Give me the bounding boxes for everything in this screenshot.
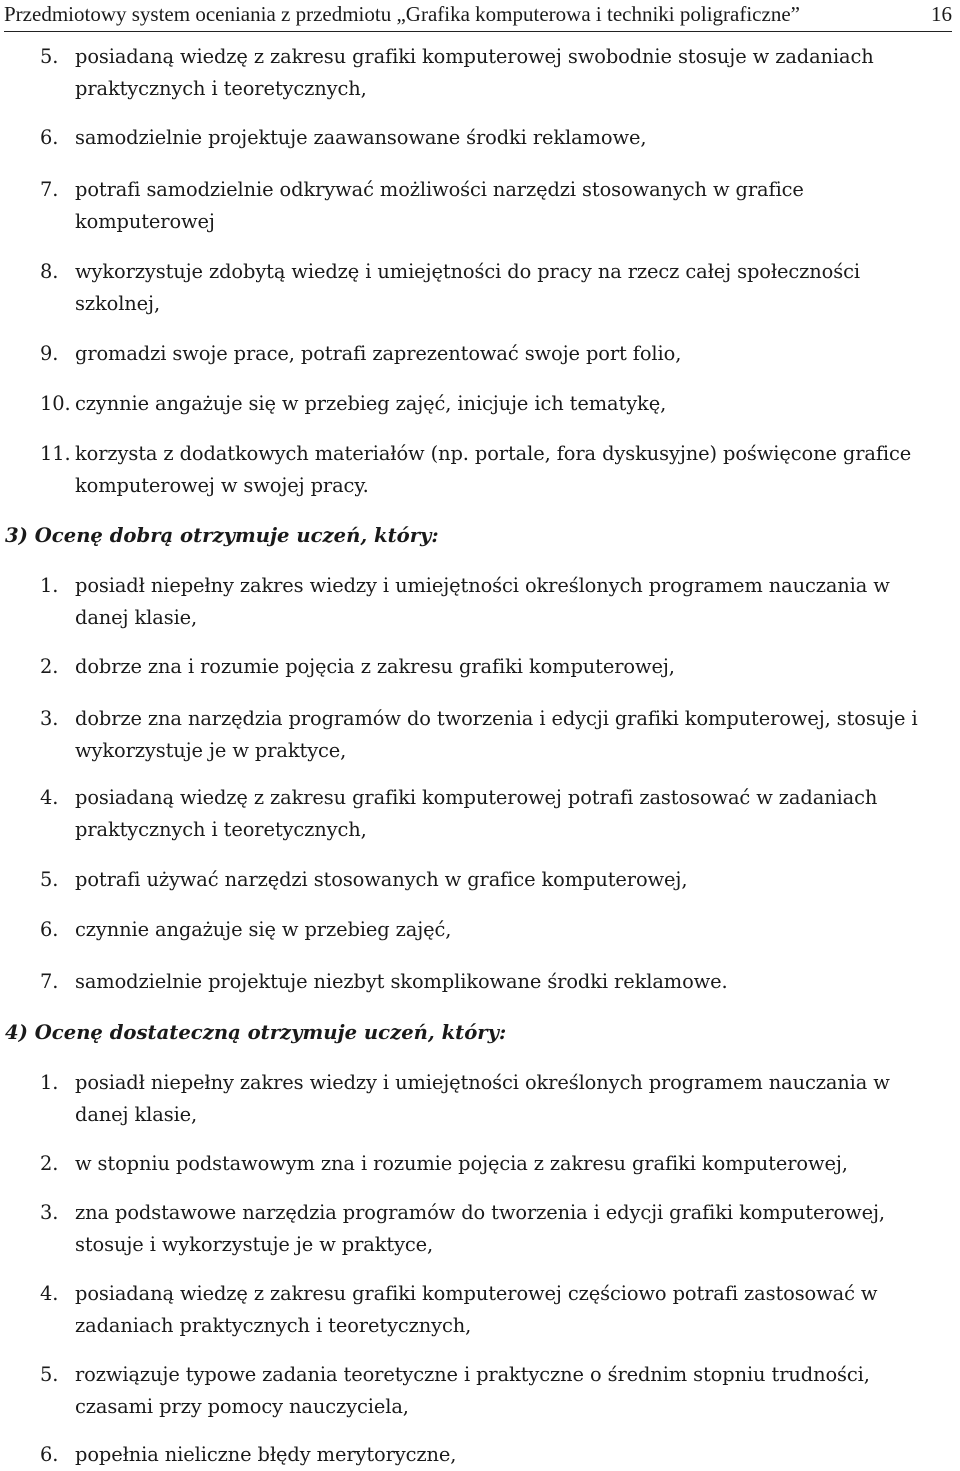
list-item — [40, 782, 945, 846]
item-number: 9. — [40, 342, 59, 365]
list-item — [40, 1359, 945, 1423]
page-number: 16 — [931, 2, 952, 26]
item-text: samodzielnie projektuje zaawansowane środki reklamowe, — [75, 126, 647, 149]
list-item — [40, 651, 945, 683]
item-number: 5. — [40, 868, 59, 891]
item-number: 1. — [40, 574, 59, 597]
item-number: 2. — [40, 1152, 59, 1175]
list-item — [40, 570, 945, 634]
item-text: czynnie angażuje się w przebieg zajęć, — [75, 918, 452, 941]
item-number: 5. — [40, 45, 59, 68]
document-title: Przedmiotowy system oceniania z przedmiotu „Grafika komputerowa i techniki poligraficzne” — [4, 2, 800, 26]
item-number: 6. — [40, 918, 59, 941]
list-item — [40, 338, 945, 370]
list-item — [40, 966, 945, 998]
item-text: potrafi samodzielnie odkrywać możliwości narzędzi stosowanych w grafice komputerowej — [75, 178, 804, 233]
item-text: korzysta z dodatkowych materiałów (np. portale, fora dyskusyjne) poświęcone grafice komputerowej w swojej pracy. — [75, 442, 912, 497]
item-number: 7. — [40, 178, 59, 201]
list-item — [40, 174, 945, 238]
section-heading-good: 3) Ocenę dobrą otrzymuje uczeń, który: — [5, 524, 439, 547]
list-item — [40, 1439, 945, 1471]
page-header — [4, 0, 952, 32]
item-number: 3. — [40, 1201, 59, 1224]
item-number: 7. — [40, 970, 59, 993]
list-item — [40, 914, 945, 946]
item-text: czynnie angażuje się w przebieg zajęć, inicjuje ich tematykę, — [75, 392, 667, 415]
item-text: posiadaną wiedzę z zakresu grafiki komputerowej potrafi zastosować w zadaniach praktycznych i teoretycznych, — [75, 786, 878, 841]
item-text: dobrze zna narzędzia programów do tworzenia i edycji grafiki komputerowej, stosuje i wykorzystuje je w praktyce, — [75, 707, 918, 762]
item-number: 5. — [40, 1363, 59, 1386]
item-text: posiadł niepełny zakres wiedzy i umiejętności określonych programem nauczania w danej klasie, — [75, 1071, 890, 1126]
item-text: wykorzystuje zdobytą wiedzę i umiejętności do pracy na rzecz całej społeczności szkolnej, — [75, 260, 860, 315]
list-item — [40, 438, 945, 502]
item-text: posiadaną wiedzę z zakresu grafiki komputerowej częściowo potrafi zastosować w zadaniach praktycznych i teoretycznych, — [75, 1282, 878, 1337]
item-text: zna podstawowe narzędzia programów do tworzenia i edycji grafiki komputerowej, stosuje i wykorzystuje je w praktyce, — [75, 1201, 885, 1256]
item-text: popełnia nieliczne błędy merytoryczne, — [75, 1443, 457, 1466]
item-number: 4. — [40, 1282, 59, 1305]
item-text: potrafi używać narzędzi stosowanych w grafice komputerowej, — [75, 868, 688, 891]
item-text: gromadzi swoje prace, potrafi zaprezentować swoje port folio, — [75, 342, 682, 365]
item-text: w stopniu podstawowym zna i rozumie pojęcia z zakresu grafiki komputerowej, — [75, 1152, 848, 1175]
list-item — [40, 864, 945, 896]
list-item — [40, 1278, 945, 1342]
item-number: 8. — [40, 260, 59, 283]
list-item — [40, 122, 945, 154]
item-text: rozwiązuje typowe zadania teoretyczne i praktyczne o średnim stopniu trudności, czasami przy pomocy nauczyciela, — [75, 1363, 870, 1418]
item-number: 6. — [40, 1443, 59, 1466]
item-number: 10. — [40, 392, 71, 415]
list-item — [40, 1067, 945, 1131]
list-item — [40, 703, 945, 767]
list-item — [40, 41, 945, 105]
item-number: 4. — [40, 786, 59, 809]
item-number: 3. — [40, 707, 59, 730]
section-heading-sufficient: 4) Ocenę dostateczną otrzymuje uczeń, który: — [5, 1021, 507, 1044]
item-number: 6. — [40, 126, 59, 149]
item-text: dobrze zna i rozumie pojęcia z zakresu grafiki komputerowej, — [75, 655, 675, 678]
list-item — [40, 388, 945, 420]
item-text: posiadaną wiedzę z zakresu grafiki komputerowej swobodnie stosuje w zadaniach praktycznych i teoretycznych, — [75, 45, 874, 100]
item-number: 1. — [40, 1071, 59, 1094]
item-text: samodzielnie projektuje niezbyt skomplikowane środki reklamowe. — [75, 970, 728, 993]
list-item — [40, 1197, 945, 1261]
item-text: posiadł niepełny zakres wiedzy i umiejętności określonych programem nauczania w danej klasie, — [75, 574, 890, 629]
list-item — [40, 1148, 945, 1180]
item-number: 11. — [40, 442, 71, 465]
item-number: 2. — [40, 655, 59, 678]
list-item — [40, 256, 945, 320]
